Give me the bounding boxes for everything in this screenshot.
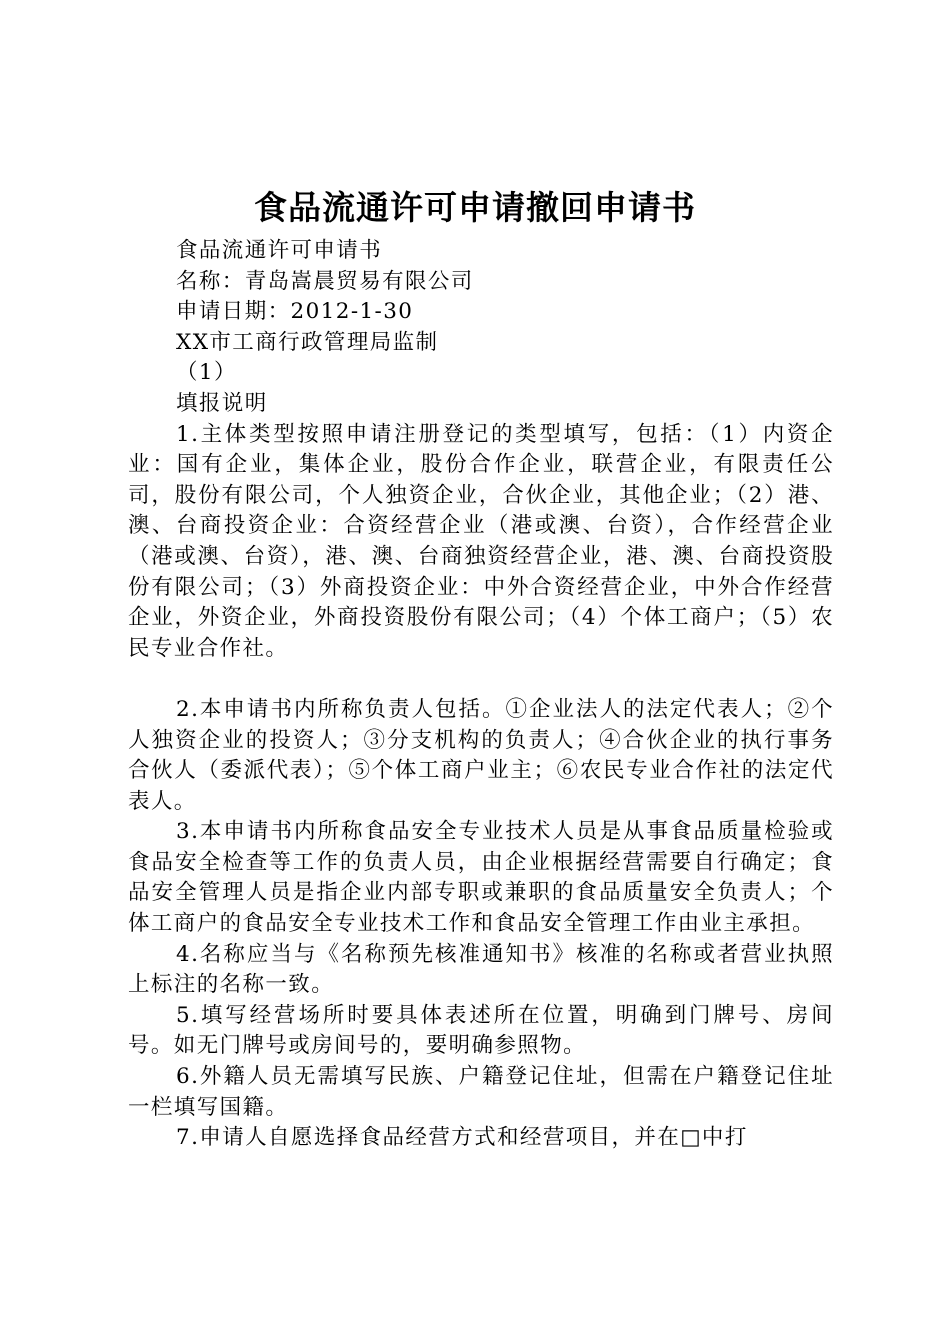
instruction-paragraph: 4.名称应当与《名称预先核准通知书》核准的名称或者营业执照上标注的名称一致。	[128, 941, 834, 998]
instruction-paragraph: 3.本申请书内所称食品安全专业技术人员是从事食品质量检验或食品安全检查等工作的负责人员，由企业根据经营需要自行确定；食品安全管理人员是指企业内部专职或兼职的食品质量安全负责人；个体工商户的食品安全专业技术工作和食品安全管理工作由业主承担。	[128, 819, 834, 937]
paragraph-spacer	[128, 664, 834, 695]
page-marker: （1）	[176, 360, 237, 386]
supervisor-line: XX市工商行政管理局监制	[176, 329, 439, 355]
instructions-heading: 填报说明	[176, 390, 268, 416]
instruction-paragraph: 6.外籍人员无需填写民族、户籍登记住址，但需在户籍登记住址一栏填写国籍。	[128, 1064, 834, 1120]
instruction-paragraph: 7.申请人自愿选择食品经营方式和经营项目，并在□中打	[176, 1125, 748, 1151]
instruction-paragraph: 5.填写经营场所时要具体表述所在位置，明确到门牌号、房间号。如无门牌号或房间号的，要明确参照物。	[128, 1002, 834, 1059]
application-date-line: 申请日期：2012-1-30	[176, 299, 414, 325]
document-title: 食品流通许可申请撤回申请书	[254, 188, 696, 227]
instruction-paragraph: 1.主体类型按照申请注册登记的类型填写，包括：（1）内资企业：国有企业，集体企业，股份合作企业，联营企业，有限责任公司，股份有限公司，个人独资企业，合伙企业，其他企业；（2）港、澳、台商投资企业：合资经营企业（港或澳、台资），合作经营企业（港或澳、台资），港、澳、台商独资经营企业，港、澳、台商投资股份有限公司；（3）外商投资企业：中外合资经营企业，中外合作经营企业，外资企业，外商投资股份有限公司；（4）个体工商户；（5）农民专业合作社。	[128, 421, 834, 661]
instruction-paragraph: 2.本申请书内所称负责人包括。①企业法人的法定代表人；②个人独资企业的投资人；③分支机构的负责人；④合伙企业的执行事务合伙人（委派代表）；⑤个体工商户业主；⑥农民专业合作社的法定代表人。	[128, 696, 834, 814]
document-body	[128, 236, 834, 1154]
company-name-line: 名称：青岛嵩晨贸易有限公司	[176, 268, 474, 294]
form-heading: 食品流通许可申请书	[176, 238, 383, 263]
